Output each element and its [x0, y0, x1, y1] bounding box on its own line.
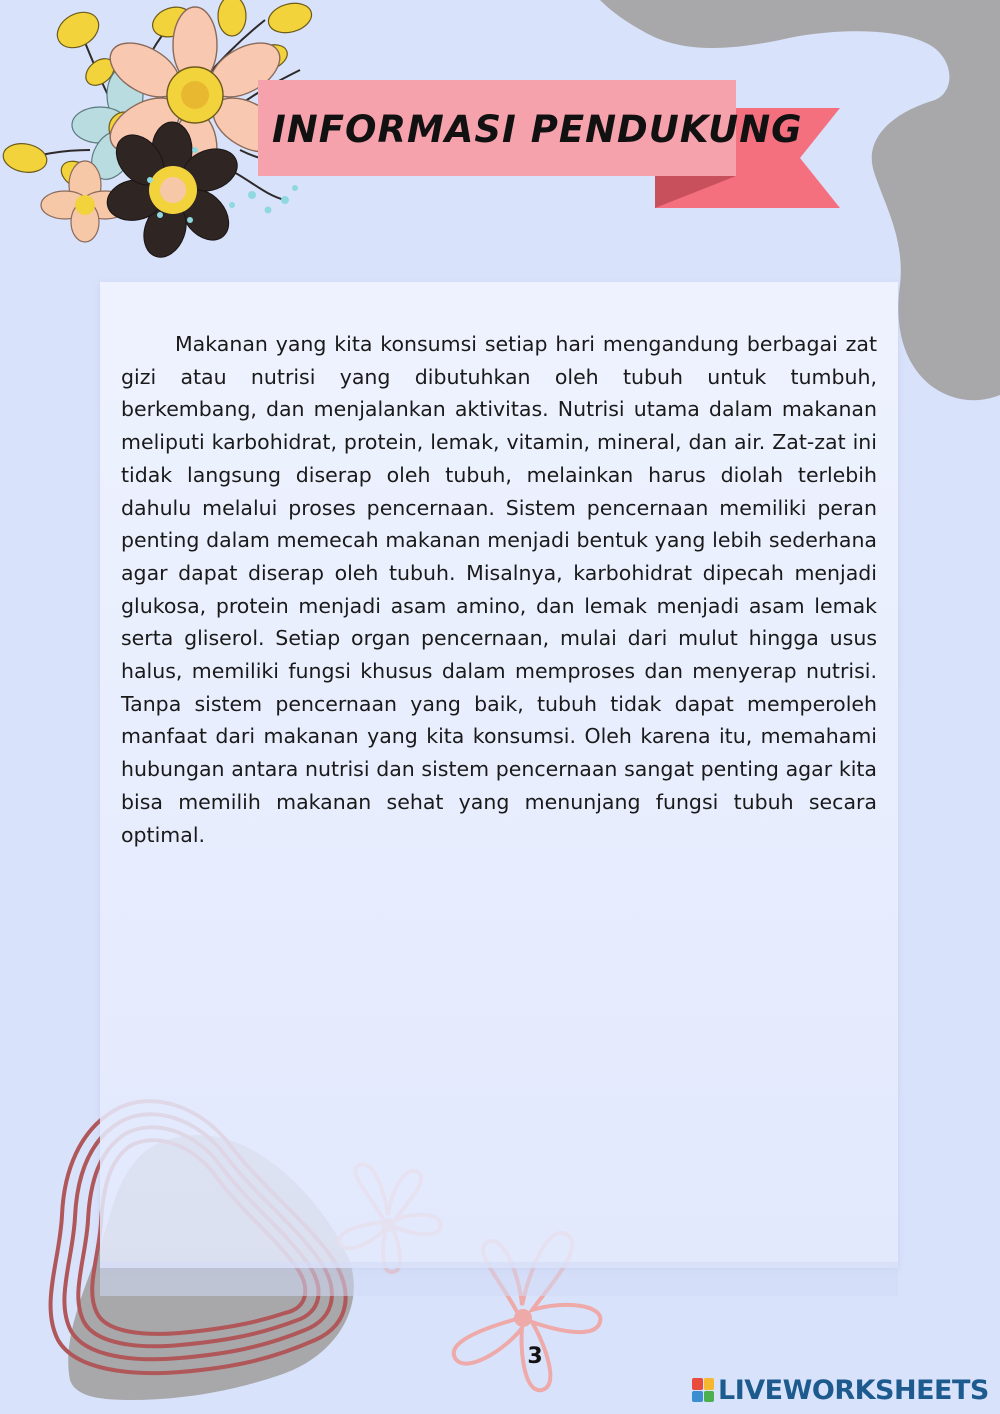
- brand-name: LIVEWORKSHEETS: [718, 1374, 989, 1406]
- liveworksheets-logo-icon: [692, 1378, 714, 1402]
- content-panel-footer: [100, 1262, 898, 1296]
- page-number: 3: [527, 1344, 543, 1369]
- body-paragraph: Makanan yang kita konsumsi setiap hari mengandung berbagai zat gizi atau nutrisi yang dibutuhkan oleh tubuh untuk tumbuh, berkembang, dan menjalankan aktivitas. Nutrisi utama dalam makanan meliputi karbohidrat, protein, lemak, vitamin, mineral, dan air. Zat-zat ini tidak langsung diserap oleh tubuh, melainkan harus diolah terlebih dahulu melalui proses pencernaan. Sistem pencernaan memiliki peran penting dalam memecah makanan menjadi bentuk yang lebih sederhana agar dapat diserap oleh tubuh. Misalnya, karbohidrat dipecah menjadi glukosa, protein menjadi asam amino, dan lemak menjadi asam lemak serta gliserol. Setiap organ pencernaan, mulai dari mulut hingga usus halus, memiliki fungsi khusus dalam memproses dan menyerap nutrisi. Tanpa sistem pencernaan yang baik, tubuh tidak dapat memperoleh manfaat dari makanan yang kita konsumsi. Oleh karena itu, memahami hubungan antara nutrisi dan sistem pencernaan sangat penting agar kita bisa memilih makanan sehat yang menunjang fungsi tubuh secara optimal.: [121, 332, 877, 847]
- page-title: INFORMASI PENDUKUNG: [272, 108, 803, 151]
- liveworksheets-logo[interactable]: [692, 1374, 989, 1406]
